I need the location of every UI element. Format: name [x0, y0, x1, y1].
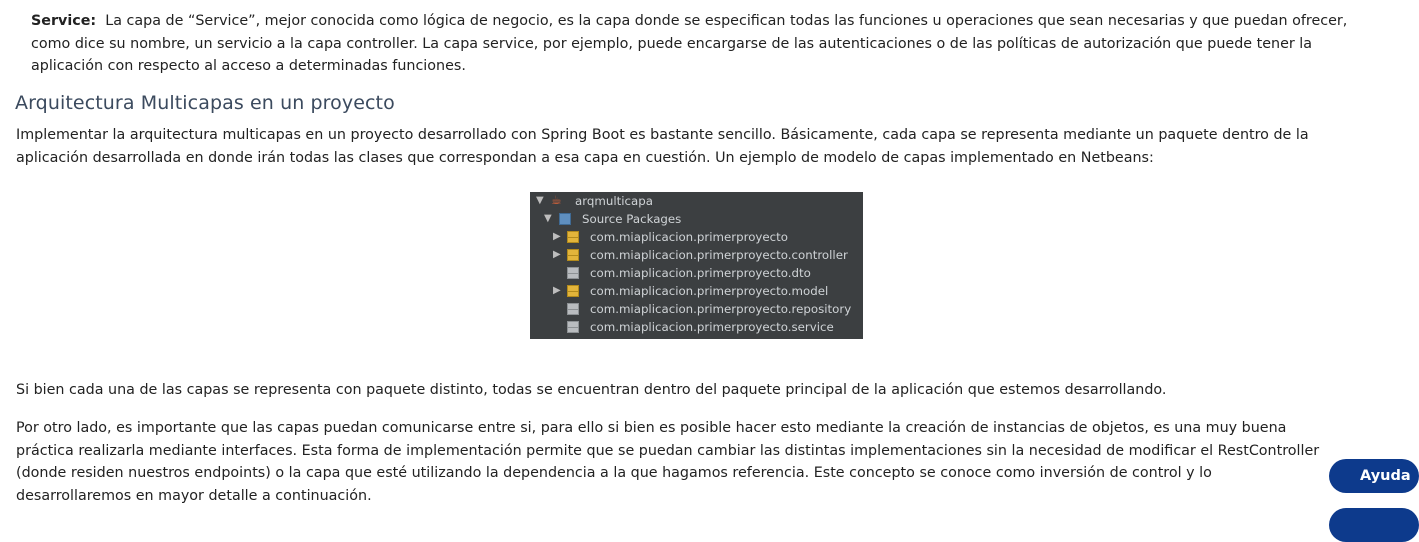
- help-button[interactable]: Ayuda: [1329, 459, 1419, 493]
- packages-paragraph: Si bien cada una de las capas se representa con paquete distinto, todas se encuentran dentro del paquete principal de la aplicación que estemos desarrollando.: [16, 382, 1167, 398]
- package-name: com.miaplicacion.primerproyecto.service: [590, 320, 834, 334]
- expand-arrow-icon[interactable]: ▼: [544, 213, 552, 224]
- tree-node-package[interactable]: [530, 228, 863, 246]
- source-packages-label: Source Packages: [582, 212, 682, 226]
- service-text: La capa de “Service”, mejor conocida como lógica de negocio, es la capa donde se especifican todas las funciones u operaciones que sean necesarias y que puedan ofrecer, como dice su nombre, un servicio a la capa controller. La capa service, por ejemplo, puede encargarse de las autenticaciones o de las políticas de autorización que puede tener la aplicación con respecto al acceso a determinadas funciones.: [31, 13, 1348, 74]
- tree-node-project[interactable]: [530, 192, 863, 210]
- tree-node-package[interactable]: [530, 264, 863, 282]
- tree-node-package[interactable]: [530, 318, 863, 336]
- package-name: com.miaplicacion.primerproyecto.model: [590, 284, 829, 298]
- service-paragraph: [31, 10, 1371, 78]
- intro-paragraph: Implementar la arquitectura multicapas en un proyecto desarrollado con Spring Boot es bastante sencillo. Básicamente, cada capa se representa mediante un paquete dentro de la aplicación desarrollada en donde irán todas las clases que correspondan a esa capa en cuestión. Un ejemplo de modelo de capas implementado en Netbeans:: [16, 127, 1309, 166]
- empty-package-icon: [567, 321, 579, 333]
- tree-node-source-packages[interactable]: [530, 210, 863, 228]
- package-name: com.miaplicacion.primerproyecto.dto: [590, 266, 811, 280]
- netbeans-project-tree: [530, 192, 863, 339]
- collapse-arrow-icon[interactable]: ▶: [553, 231, 561, 242]
- service-label: Service:: [31, 13, 97, 29]
- tree-node-package[interactable]: [530, 300, 863, 318]
- interfaces-paragraph: Por otro lado, es importante que las capas puedan comunicarse entre si, para ello si bien es posible hacer esto mediante la creación de instancias de objetos, es una muy buena práctica realizarla mediante interfaces. Esta forma de implementación permite que se puedan cambiar las distintas implementaciones sin la necesidad de modificar el RestController (donde residen nuestros endpoints) o la capa que esté utilizando la dependencia a la que hagamos referencia. Este concepto se conoce como inversión de control y lo desarrollaremos en mayor detalle a continuación.: [16, 420, 1320, 504]
- java-project-icon: ☕: [551, 193, 562, 207]
- empty-package-icon: [567, 303, 579, 315]
- package-icon: [567, 285, 579, 297]
- project-name: arqmulticapa: [575, 194, 653, 208]
- package-name: com.miaplicacion.primerproyecto.controller: [590, 248, 848, 262]
- collapse-arrow-icon[interactable]: ▶: [553, 249, 561, 260]
- source-packages-icon: [559, 213, 571, 225]
- package-name: com.miaplicacion.primerproyecto.repository: [590, 302, 852, 316]
- package-name: com.miaplicacion.primerproyecto: [590, 230, 788, 244]
- tree-node-package[interactable]: [530, 282, 863, 300]
- secondary-floating-button[interactable]: [1329, 508, 1419, 542]
- collapse-arrow-icon[interactable]: ▶: [553, 285, 561, 296]
- expand-arrow-icon[interactable]: ▼: [536, 195, 544, 206]
- section-heading: Arquitectura Multicapas en un proyecto: [15, 92, 395, 114]
- package-icon: [567, 231, 579, 243]
- package-icon: [567, 249, 579, 261]
- empty-package-icon: [567, 267, 579, 279]
- tree-node-package[interactable]: [530, 246, 863, 264]
